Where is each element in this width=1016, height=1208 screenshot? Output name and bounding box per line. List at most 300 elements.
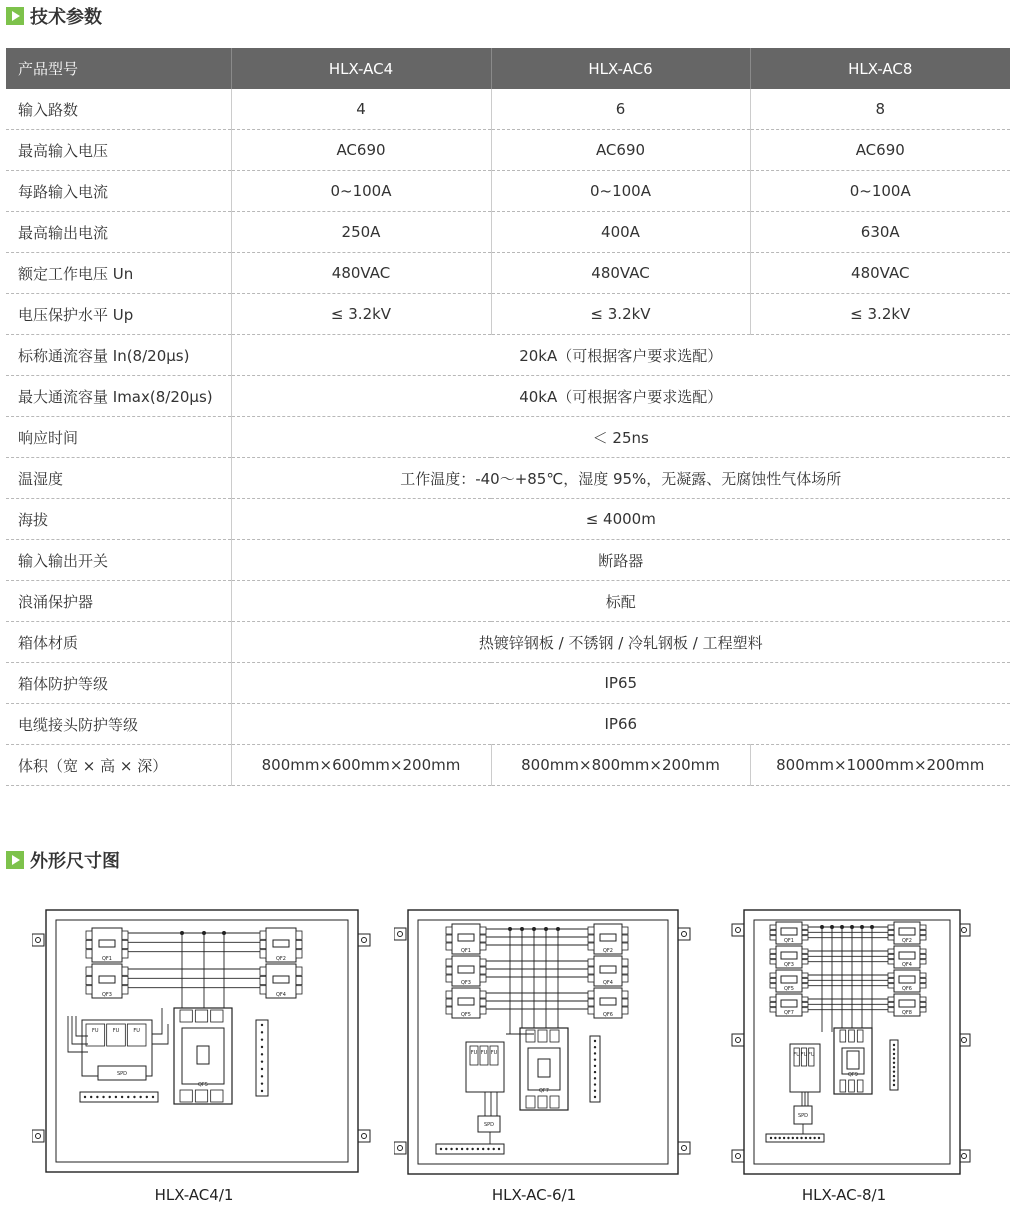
terminal xyxy=(296,931,302,939)
terminal xyxy=(588,967,594,974)
terminal xyxy=(480,1007,486,1014)
row-value-span: ＜ 25ns xyxy=(231,417,1010,458)
terminal xyxy=(122,976,128,984)
terminal xyxy=(920,930,926,934)
row-value: 0~100A xyxy=(750,171,1010,212)
junction-dot xyxy=(532,927,536,931)
fuse-label: FU xyxy=(470,1050,478,1056)
header-cell: HLX-AC8 xyxy=(750,48,1010,89)
terminal xyxy=(260,940,266,948)
row-label: 标称通流容量 In(8/20μs) xyxy=(6,335,231,376)
terminal xyxy=(888,1002,894,1006)
junction-dot xyxy=(850,925,854,929)
terminal xyxy=(446,967,452,974)
breaker-switch xyxy=(781,1000,797,1007)
terminal-point xyxy=(261,1038,263,1040)
spec-table-row xyxy=(6,171,1010,212)
spec-table xyxy=(6,48,1010,786)
terminal-point xyxy=(90,1096,92,1098)
spec-table-row xyxy=(6,499,1010,540)
terminal xyxy=(588,943,594,950)
row-label: 体积（宽 × 高 × 深） xyxy=(6,745,231,786)
terminal xyxy=(588,991,594,998)
junction-dot xyxy=(508,927,512,931)
spec-section-title: 技术参数 xyxy=(30,7,102,28)
row-value-span: IP65 xyxy=(231,663,1010,704)
breaker-switch xyxy=(600,966,616,973)
terminal xyxy=(588,927,594,934)
terminal xyxy=(296,976,302,984)
terminal-point xyxy=(893,1057,895,1059)
terminal xyxy=(446,959,452,966)
terminal xyxy=(480,967,486,974)
spec-table-row xyxy=(6,376,1010,417)
row-label: 输入输出开关 xyxy=(6,540,231,581)
spec-table-row xyxy=(6,581,1010,622)
terminal xyxy=(86,967,92,975)
fuse-label: FU xyxy=(808,1052,815,1058)
row-label: 输入路数 xyxy=(6,89,231,130)
row-value-span: 20kA（可根据客户要求选配） xyxy=(231,335,1010,376)
junction-dot xyxy=(544,927,548,931)
terminal-point xyxy=(779,1137,781,1139)
junction-dot xyxy=(520,927,524,931)
spd-label: SPD xyxy=(483,1122,495,1128)
mounting-ear xyxy=(678,1142,690,1154)
row-value: ≤ 3.2kV xyxy=(491,294,750,335)
play-triangle-icon xyxy=(6,851,24,869)
terminal xyxy=(888,930,894,934)
breaker-label: QF1 xyxy=(784,938,794,944)
terminal xyxy=(480,959,486,966)
row-value: 480VAC xyxy=(750,253,1010,294)
terminal xyxy=(920,1008,926,1012)
terminal xyxy=(86,931,92,939)
mounting-ear xyxy=(394,928,406,940)
row-value: 0~100A xyxy=(491,171,750,212)
terminal xyxy=(211,1010,223,1022)
terminal xyxy=(550,1096,559,1108)
terminal-point xyxy=(783,1137,785,1139)
breaker-label: QF4 xyxy=(276,992,286,998)
terminal-point xyxy=(893,1053,895,1055)
terminal xyxy=(888,997,894,1001)
row-label: 响应时间 xyxy=(6,417,231,458)
terminal xyxy=(802,960,808,964)
terminal xyxy=(195,1090,207,1102)
mounting-ear xyxy=(32,934,44,946)
terminal-point xyxy=(445,1148,447,1150)
terminal xyxy=(770,973,776,977)
terminal-point xyxy=(146,1096,148,1098)
terminal-point xyxy=(109,1096,111,1098)
terminal xyxy=(920,925,926,929)
terminal xyxy=(888,984,894,988)
terminal xyxy=(802,1008,808,1012)
breaker-switch xyxy=(781,952,797,959)
terminal-point xyxy=(261,1082,263,1084)
terminal xyxy=(802,930,808,934)
terminal xyxy=(588,1007,594,1014)
terminal xyxy=(260,950,266,958)
row-label: 海拔 xyxy=(6,499,231,540)
terminal xyxy=(260,967,266,975)
row-value-span: ≤ 4000m xyxy=(231,499,1010,540)
terminal-point xyxy=(461,1148,463,1150)
terminal xyxy=(260,986,266,994)
terminal xyxy=(770,960,776,964)
mounting-ear xyxy=(732,1034,744,1046)
header-cell: HLX-AC6 xyxy=(491,48,750,89)
terminal-point xyxy=(594,1083,596,1085)
row-value: 8 xyxy=(750,89,1010,130)
row-label: 箱体材质 xyxy=(6,622,231,663)
terminal xyxy=(770,997,776,1001)
junction-dot xyxy=(202,931,206,935)
terminal xyxy=(122,950,128,958)
spec-table-row xyxy=(6,89,1010,130)
fuse-label: FU xyxy=(112,1028,120,1034)
terminal xyxy=(770,925,776,929)
terminal xyxy=(770,978,776,982)
breaker-label: QF7 xyxy=(784,1010,794,1016)
terminal xyxy=(802,936,808,940)
terminal xyxy=(622,1007,628,1014)
terminal-point xyxy=(893,1066,895,1068)
row-label: 每路输入电流 xyxy=(6,171,231,212)
breaker-switch xyxy=(458,998,474,1005)
dimension-drawing xyxy=(32,904,372,1180)
row-value: 800mm×1000mm×200mm xyxy=(750,745,1010,786)
breaker-label: QF5 xyxy=(784,986,794,992)
spec-table-row xyxy=(6,294,1010,335)
terminal xyxy=(195,1010,207,1022)
terminal xyxy=(538,1096,547,1108)
terminal xyxy=(920,997,926,1001)
row-value: 480VAC xyxy=(231,253,491,294)
terminal xyxy=(122,940,128,948)
spec-table-row xyxy=(6,540,1010,581)
terminal-point xyxy=(487,1148,489,1150)
mounting-ear xyxy=(732,924,744,936)
breaker-switch xyxy=(899,928,915,935)
row-label: 电压保护水平 Up xyxy=(6,294,231,335)
breaker-switch xyxy=(600,934,616,941)
spec-table-row xyxy=(6,704,1010,745)
spec-table-row xyxy=(6,663,1010,704)
row-value: 6 xyxy=(491,89,750,130)
terminal xyxy=(888,954,894,958)
terminal xyxy=(888,960,894,964)
terminal-point xyxy=(102,1096,104,1098)
terminal-point xyxy=(787,1137,789,1139)
terminal-point xyxy=(796,1137,798,1139)
terminal xyxy=(770,930,776,934)
terminal-point xyxy=(139,1096,141,1098)
terminal-point xyxy=(594,1052,596,1054)
terminal-point xyxy=(800,1137,802,1139)
terminal xyxy=(770,954,776,958)
terminal xyxy=(122,967,128,975)
spec-table-row xyxy=(6,130,1010,171)
terminal xyxy=(622,999,628,1006)
terminal xyxy=(180,1010,192,1022)
row-value-span: 热镀锌钢板 / 不锈钢 / 冷轧钢板 / 工程塑料 xyxy=(231,622,1010,663)
row-value: 250A xyxy=(231,212,491,253)
main-breaker-label: QF7 xyxy=(539,1088,549,1094)
terminal xyxy=(296,967,302,975)
terminal xyxy=(122,931,128,939)
row-label: 额定工作电压 Un xyxy=(6,253,231,294)
row-label: 最高输入电压 xyxy=(6,130,231,171)
junction-dot xyxy=(860,925,864,929)
junction-dot xyxy=(222,931,226,935)
terminal-point xyxy=(450,1148,452,1150)
dimension-section-title: 外形尺寸图 xyxy=(30,851,120,872)
mounting-ear xyxy=(394,1142,406,1154)
terminal xyxy=(770,1002,776,1006)
terminal xyxy=(296,940,302,948)
row-value: 4 xyxy=(231,89,491,130)
mounting-ear xyxy=(732,1150,744,1162)
breaker-switch xyxy=(781,976,797,983)
breaker-switch xyxy=(899,1000,915,1007)
terminal-point xyxy=(121,1096,123,1098)
terminal xyxy=(920,936,926,940)
terminal-point xyxy=(440,1148,442,1150)
terminal-point xyxy=(96,1096,98,1098)
fuse-label: FU xyxy=(480,1050,488,1056)
terminal xyxy=(920,978,926,982)
terminal xyxy=(588,975,594,982)
terminal-strip-vertical xyxy=(590,1036,600,1102)
dimension-drawing xyxy=(730,904,980,1180)
terminal-point xyxy=(893,1062,895,1064)
terminal-point xyxy=(261,1031,263,1033)
terminal-point xyxy=(594,1071,596,1073)
header-cell: HLX-AC4 xyxy=(231,48,491,89)
breaker-switch xyxy=(458,966,474,973)
breaker-switch xyxy=(273,940,289,947)
terminal xyxy=(526,1096,535,1108)
dimension-section-heading xyxy=(6,848,120,872)
terminal xyxy=(802,973,808,977)
terminal-point xyxy=(594,1096,596,1098)
terminal xyxy=(526,1030,535,1042)
terminal xyxy=(857,1030,863,1042)
junction-dot xyxy=(840,925,844,929)
terminal xyxy=(86,976,92,984)
row-label: 电缆接头防护等级 xyxy=(6,704,231,745)
breaker-switch xyxy=(538,1059,550,1077)
breaker-label: QF4 xyxy=(902,962,912,968)
breaker-label: QF1 xyxy=(461,948,471,954)
row-value: 0~100A xyxy=(231,171,491,212)
terminal xyxy=(480,975,486,982)
terminal xyxy=(296,986,302,994)
terminal-point xyxy=(84,1096,86,1098)
terminal xyxy=(920,973,926,977)
fuse-label: FU xyxy=(800,1052,808,1058)
terminal xyxy=(849,1080,855,1092)
terminal xyxy=(802,949,808,953)
terminal xyxy=(211,1090,223,1102)
terminal-point xyxy=(594,1065,596,1067)
breaker-switch xyxy=(99,940,115,947)
play-triangle-icon xyxy=(6,7,24,25)
terminal-point xyxy=(893,1075,895,1077)
terminal xyxy=(622,927,628,934)
terminal xyxy=(480,935,486,942)
terminal-point xyxy=(261,1090,263,1092)
terminal xyxy=(446,943,452,950)
terminal xyxy=(770,984,776,988)
row-label: 箱体防护等级 xyxy=(6,663,231,704)
terminal-point xyxy=(770,1137,772,1139)
terminal-point xyxy=(152,1096,154,1098)
spd-label: SPD xyxy=(116,1071,128,1077)
terminal xyxy=(802,954,808,958)
header-cell: 产品型号 xyxy=(6,48,231,89)
terminal xyxy=(622,967,628,974)
fuse-label: FU xyxy=(490,1050,498,1056)
main-breaker-label: QF5 xyxy=(198,1082,208,1088)
terminal xyxy=(770,936,776,940)
row-value-span: 40kA（可根据客户要求选配） xyxy=(231,376,1010,417)
terminal-point xyxy=(127,1096,129,1098)
terminal xyxy=(622,975,628,982)
spec-section-heading xyxy=(6,4,102,28)
terminal-point xyxy=(498,1148,500,1150)
breaker-label: QF2 xyxy=(603,948,613,954)
terminal xyxy=(920,984,926,988)
terminal xyxy=(622,991,628,998)
main-breaker-label: QF9 xyxy=(848,1072,858,1078)
terminal-point xyxy=(594,1046,596,1048)
terminal xyxy=(857,1080,863,1092)
row-value: 400A xyxy=(491,212,750,253)
breaker-switch xyxy=(99,976,115,983)
diagram-caption: HLX-AC4/1 xyxy=(154,1186,234,1204)
terminal-point xyxy=(594,1077,596,1079)
terminal-point xyxy=(893,1079,895,1081)
breaker-switch xyxy=(781,928,797,935)
breaker-label: QF3 xyxy=(461,980,471,986)
breaker-label: QF2 xyxy=(902,938,912,944)
breaker-label: QF1 xyxy=(102,956,112,962)
terminal xyxy=(446,935,452,942)
breaker-label: QF4 xyxy=(603,980,613,986)
junction-dot xyxy=(820,925,824,929)
terminal-point xyxy=(813,1137,815,1139)
terminal xyxy=(588,935,594,942)
terminal xyxy=(122,986,128,994)
terminal-point xyxy=(133,1096,135,1098)
terminal xyxy=(446,927,452,934)
terminal xyxy=(296,950,302,958)
terminal xyxy=(920,1002,926,1006)
diagram-caption: HLX-AC-8/1 xyxy=(801,1186,887,1204)
mounting-ear xyxy=(358,934,370,946)
breaker-label: QF2 xyxy=(276,956,286,962)
terminal-point xyxy=(594,1058,596,1060)
terminal-point xyxy=(261,1053,263,1055)
terminal xyxy=(446,991,452,998)
mounting-ear xyxy=(358,1130,370,1142)
terminal xyxy=(840,1080,846,1092)
terminal xyxy=(840,1030,846,1042)
spec-table-row xyxy=(6,212,1010,253)
spec-table-row xyxy=(6,253,1010,294)
row-value: ≤ 3.2kV xyxy=(231,294,491,335)
terminal xyxy=(770,949,776,953)
terminal-point xyxy=(261,1075,263,1077)
terminal xyxy=(888,973,894,977)
terminal-point xyxy=(774,1137,776,1139)
breaker-switch xyxy=(458,934,474,941)
terminal-strip-vertical xyxy=(890,1040,898,1090)
spec-table-header-row xyxy=(6,48,1010,89)
junction-dot xyxy=(830,925,834,929)
row-value: 480VAC xyxy=(491,253,750,294)
terminal-point xyxy=(805,1137,807,1139)
terminal xyxy=(888,1008,894,1012)
terminal xyxy=(588,959,594,966)
terminal xyxy=(480,991,486,998)
row-value-span: IP66 xyxy=(231,704,1010,745)
terminal xyxy=(86,950,92,958)
breaker-label: QF6 xyxy=(902,986,912,992)
terminal-point xyxy=(893,1044,895,1046)
terminal-point xyxy=(792,1137,794,1139)
fuse-label: FU xyxy=(793,1052,800,1058)
row-value-span: 工作温度：-40～+85℃，湿度 95%，无凝露、无腐蚀性气体场所 xyxy=(231,458,1010,499)
terminal xyxy=(770,1008,776,1012)
breaker-label: QF3 xyxy=(784,962,794,968)
breaker-switch xyxy=(273,976,289,983)
spec-table-row xyxy=(6,335,1010,376)
mounting-ear xyxy=(32,1130,44,1142)
breaker-label: QF6 xyxy=(603,1012,613,1018)
junction-dot xyxy=(556,927,560,931)
terminal-point xyxy=(493,1148,495,1150)
breaker-switch xyxy=(899,952,915,959)
row-label: 最高输出电流 xyxy=(6,212,231,253)
fuse-label: FU xyxy=(92,1028,99,1034)
terminal xyxy=(446,999,452,1006)
terminal xyxy=(538,1030,547,1042)
dimension-drawing xyxy=(394,904,694,1180)
terminal xyxy=(550,1030,559,1042)
row-value: 800mm×800mm×200mm xyxy=(491,745,750,786)
terminal-point xyxy=(809,1137,811,1139)
spec-table-row xyxy=(6,458,1010,499)
terminal xyxy=(622,935,628,942)
row-value: 630A xyxy=(750,212,1010,253)
row-label: 最大通流容量 Imax(8/20μs) xyxy=(6,376,231,417)
terminal-point xyxy=(893,1070,895,1072)
terminal xyxy=(180,1090,192,1102)
row-value: AC690 xyxy=(231,130,491,171)
dimension-diagram-ac8 xyxy=(730,904,980,1180)
terminal xyxy=(446,975,452,982)
terminal xyxy=(260,976,266,984)
mounting-ear xyxy=(678,928,690,940)
terminal xyxy=(888,936,894,940)
spec-table-row xyxy=(6,417,1010,458)
spd-label: SPD xyxy=(797,1113,809,1119)
terminal xyxy=(920,949,926,953)
